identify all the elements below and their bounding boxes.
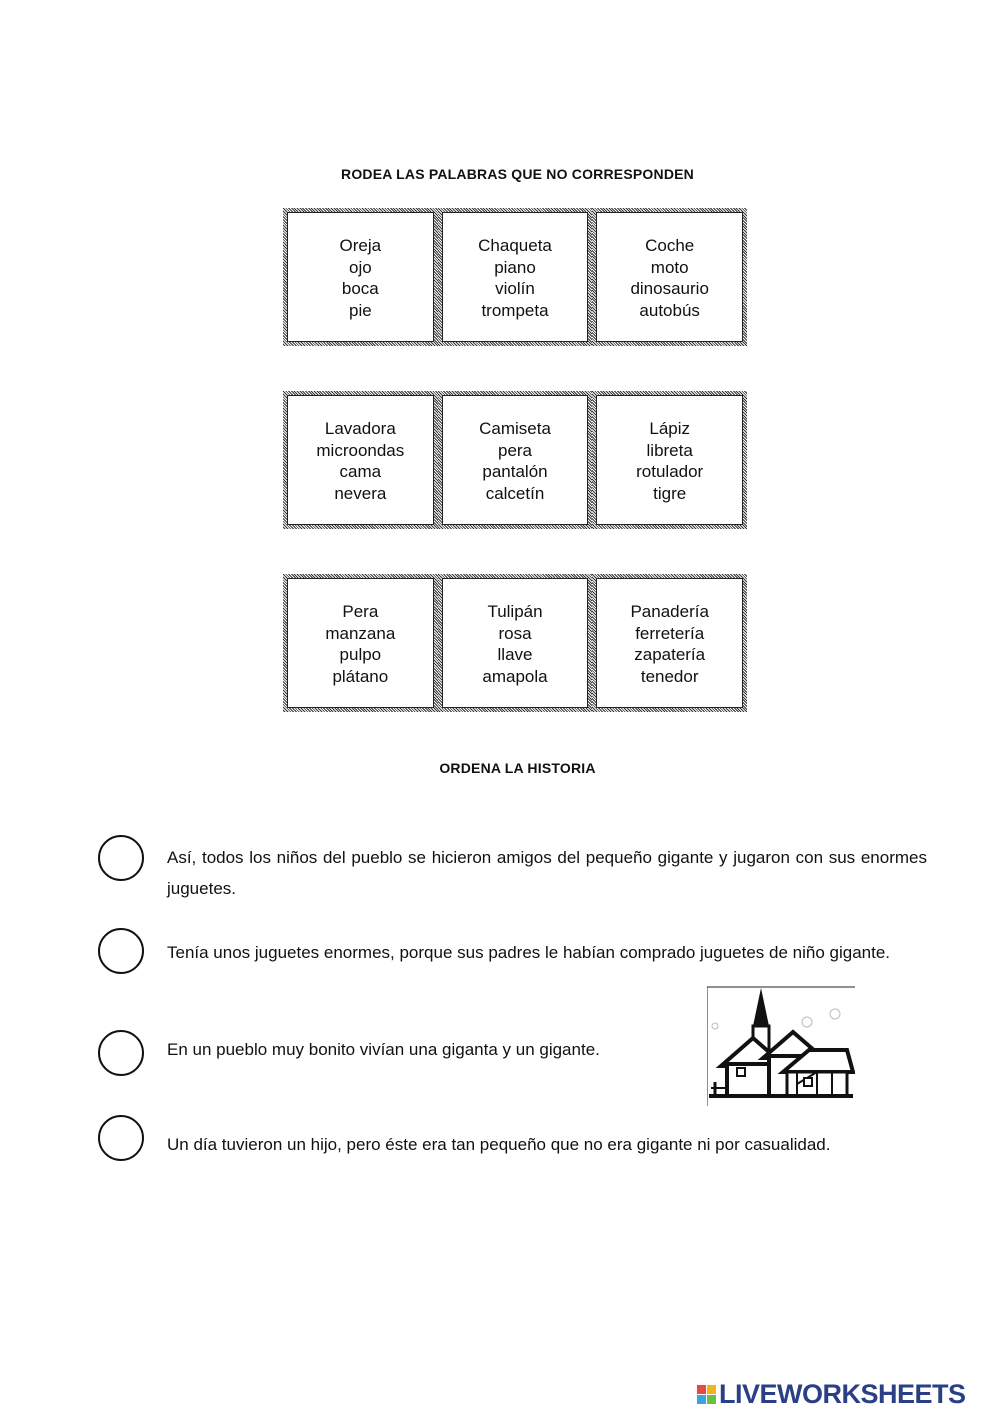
brand-name: LIVEWORKSHEETS [719,1378,966,1409]
word[interactable]: rotulador [636,462,704,481]
liveworksheets-logo[interactable] [697,1378,966,1409]
word[interactable]: cama [339,462,382,481]
word-list [288,418,433,504]
village-church-icon [707,986,855,1106]
word[interactable]: Camiseta [479,419,551,438]
word[interactable]: tenedor [640,666,699,686]
word-box [438,574,593,712]
word[interactable]: Panadería [630,602,709,621]
word[interactable]: Chaqueta [478,236,552,255]
word[interactable]: zapatería [634,645,706,664]
section-title-order-story: ORDENA LA HISTORIA [439,760,596,776]
word[interactable]: ojo [348,257,372,277]
word-list [597,601,742,687]
word-list [288,235,433,321]
word-box [283,208,438,346]
word-box [283,391,438,529]
word[interactable]: amapola [482,666,548,686]
story-sentence: Tenía unos juguetes enormes, porque sus padres le habían comprado juguetes de niño gigante. [167,943,890,962]
word-list [443,418,588,504]
word-list [288,601,433,687]
word[interactable]: nevera [334,483,387,503]
word-list [597,418,742,504]
story-sentence: Así, todos los niños del pueblo se hicieron amigos del pequeño gigante y jugaron con sus enormes juguetes. [167,848,927,898]
order-circle-input[interactable] [98,928,144,974]
section-title-circle-words: RODEA LAS PALABRAS QUE NO CORRESPONDEN [341,166,694,182]
word[interactable]: Pera [342,602,379,621]
word[interactable]: pantalón [482,462,548,481]
word[interactable]: moto [650,257,689,277]
word-grid-row-3 [283,574,747,712]
word-list [443,601,588,687]
word[interactable]: tigre [653,483,687,503]
word[interactable]: trompeta [481,300,549,320]
word-box [438,391,593,529]
word-list [597,235,742,321]
word-grid-row-2 [283,391,747,529]
word[interactable]: Lavadora [324,419,396,438]
story-sentence: En un pueblo muy bonito vivían una giganta y un gigante. [167,1040,600,1059]
word[interactable]: manzana [325,623,396,643]
word[interactable]: boca [341,279,379,298]
word[interactable]: piano [494,257,536,277]
word[interactable]: llave [497,645,533,664]
word[interactable]: pera [497,440,533,460]
word-box [592,208,747,346]
word[interactable]: Tulipán [487,602,543,621]
word[interactable]: libreta [646,440,693,460]
word-box [283,574,438,712]
story-sentence: Un día tuvieron un hijo, pero éste era tan pequeño que no era gigante ni por casualidad. [167,1135,831,1154]
word[interactable]: ferretería [635,623,705,643]
word[interactable]: Lápiz [649,419,690,438]
order-circle-input[interactable] [98,1115,144,1161]
word[interactable]: Coche [645,236,695,255]
order-circle-input[interactable] [98,1030,144,1076]
word[interactable]: Oreja [339,236,382,255]
word-list [443,235,588,321]
word[interactable]: plátano [332,666,389,686]
word[interactable]: calcetín [485,483,545,503]
logo-blocks-icon [697,1385,716,1404]
word-box [438,208,593,346]
word[interactable]: pie [348,300,372,320]
word[interactable]: dinosaurio [630,279,709,298]
word[interactable]: rosa [498,623,532,643]
word-box [592,391,747,529]
word[interactable]: violín [495,279,535,298]
order-circle-input[interactable] [98,835,144,881]
word-box [592,574,747,712]
word[interactable]: autobús [639,300,700,320]
word[interactable]: microondas [316,440,405,460]
word-grid-row-1 [283,208,747,346]
word[interactable]: pulpo [339,645,382,664]
